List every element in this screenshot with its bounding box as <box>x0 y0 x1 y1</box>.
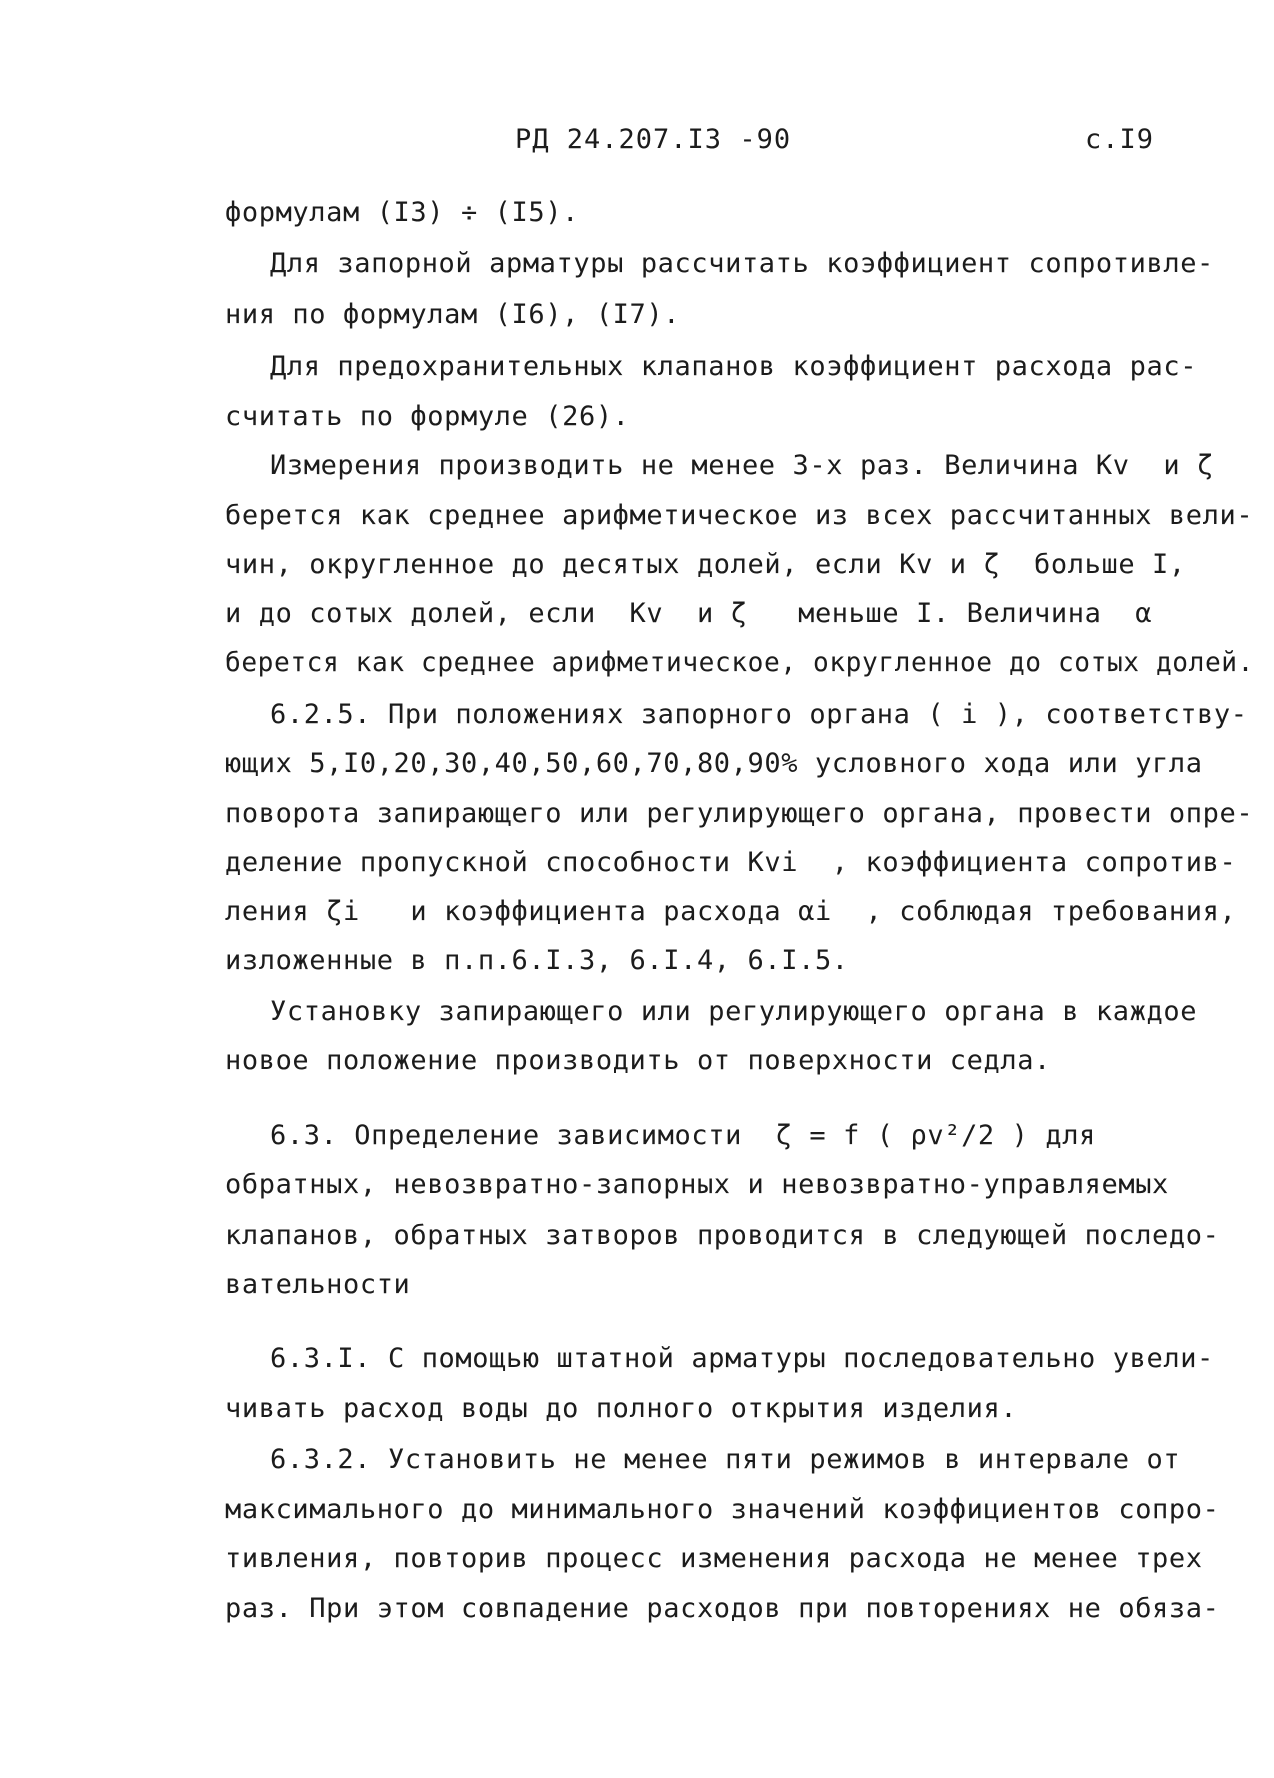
text-line: берется как среднее арифметическое из всех рассчитанных вели- <box>225 500 1254 531</box>
text-line: новое положение производить от поверхности седла. <box>225 1045 1051 1076</box>
text-line: Измерения производить не менее 3-х раз. Величина Kv и ζ <box>270 450 1214 481</box>
text-line: вательности <box>225 1269 411 1300</box>
text-line: 6.3.I. С помощью штатной арматуры последовательно увели- <box>270 1343 1214 1374</box>
text-line: ления ζi и коэффициента расхода αi , соблюдая требования, <box>225 896 1237 927</box>
text-line: изложенные в п.п.6.I.3, 6.I.4, 6.I.5. <box>225 945 849 976</box>
text-line: ния по формулам (I6), (I7). <box>225 299 681 330</box>
text-line: 6.2.5. При положениях запорного органа ( i ), соответству- <box>270 699 1248 730</box>
text-line: чин, округленное до десятых долей, если Kv и ζ больше I, <box>225 549 1186 580</box>
text-line: считать по формуле (26). <box>225 401 630 432</box>
text-line: деление пропускной способности Kvi , коэффициента сопротив- <box>225 847 1237 878</box>
text-line: поворота запирающего или регулирующего органа, провести опре- <box>225 798 1254 829</box>
text-line: клапанов, обратных затворов проводится в следующей последо- <box>225 1220 1220 1251</box>
text-line: обратных, невозвратно-запорных и невозвратно-управляемых <box>225 1169 1169 1200</box>
text-line: максимального до минимального значений коэффициентов сопро- <box>225 1494 1220 1525</box>
text-line: раз. При этом совпадение расходов при повторениях не обяза- <box>225 1593 1220 1624</box>
text-line: 6.3. Определение зависимости ζ = f ( ρv²/2 ) для <box>270 1120 1096 1151</box>
text-line: чивать расход воды до полного открытия изделия. <box>225 1393 1018 1424</box>
text-line: формулам (I3) ÷ (I5). <box>225 197 579 228</box>
text-line: ющих 5,I0,20,30,40,50,60,70,80,90% условного хода или угла <box>225 748 1203 779</box>
text-line: Установку запирающего или регулирующего органа в каждое <box>270 996 1198 1027</box>
text-line: тивления, повторив процесс изменения расхода не менее трех <box>225 1543 1203 1574</box>
text-line: берется как среднее арифметическое, округленное до сотых долей. <box>225 647 1254 678</box>
text-line: и до сотых долей, если Kv и ζ меньше I. Величина α <box>225 598 1153 629</box>
text-line: 6.3.2. Установить не менее пяти режимов в интервале от <box>270 1444 1181 1475</box>
page-number: с.I9 <box>1085 124 1155 155</box>
text-line: Для предохранительных клапанов коэффициент расхода рас- <box>270 351 1198 382</box>
document-code: РД 24.207.I3 -90 <box>515 124 792 155</box>
text-line: Для запорной арматуры рассчитать коэффициент сопротивле- <box>270 248 1214 279</box>
